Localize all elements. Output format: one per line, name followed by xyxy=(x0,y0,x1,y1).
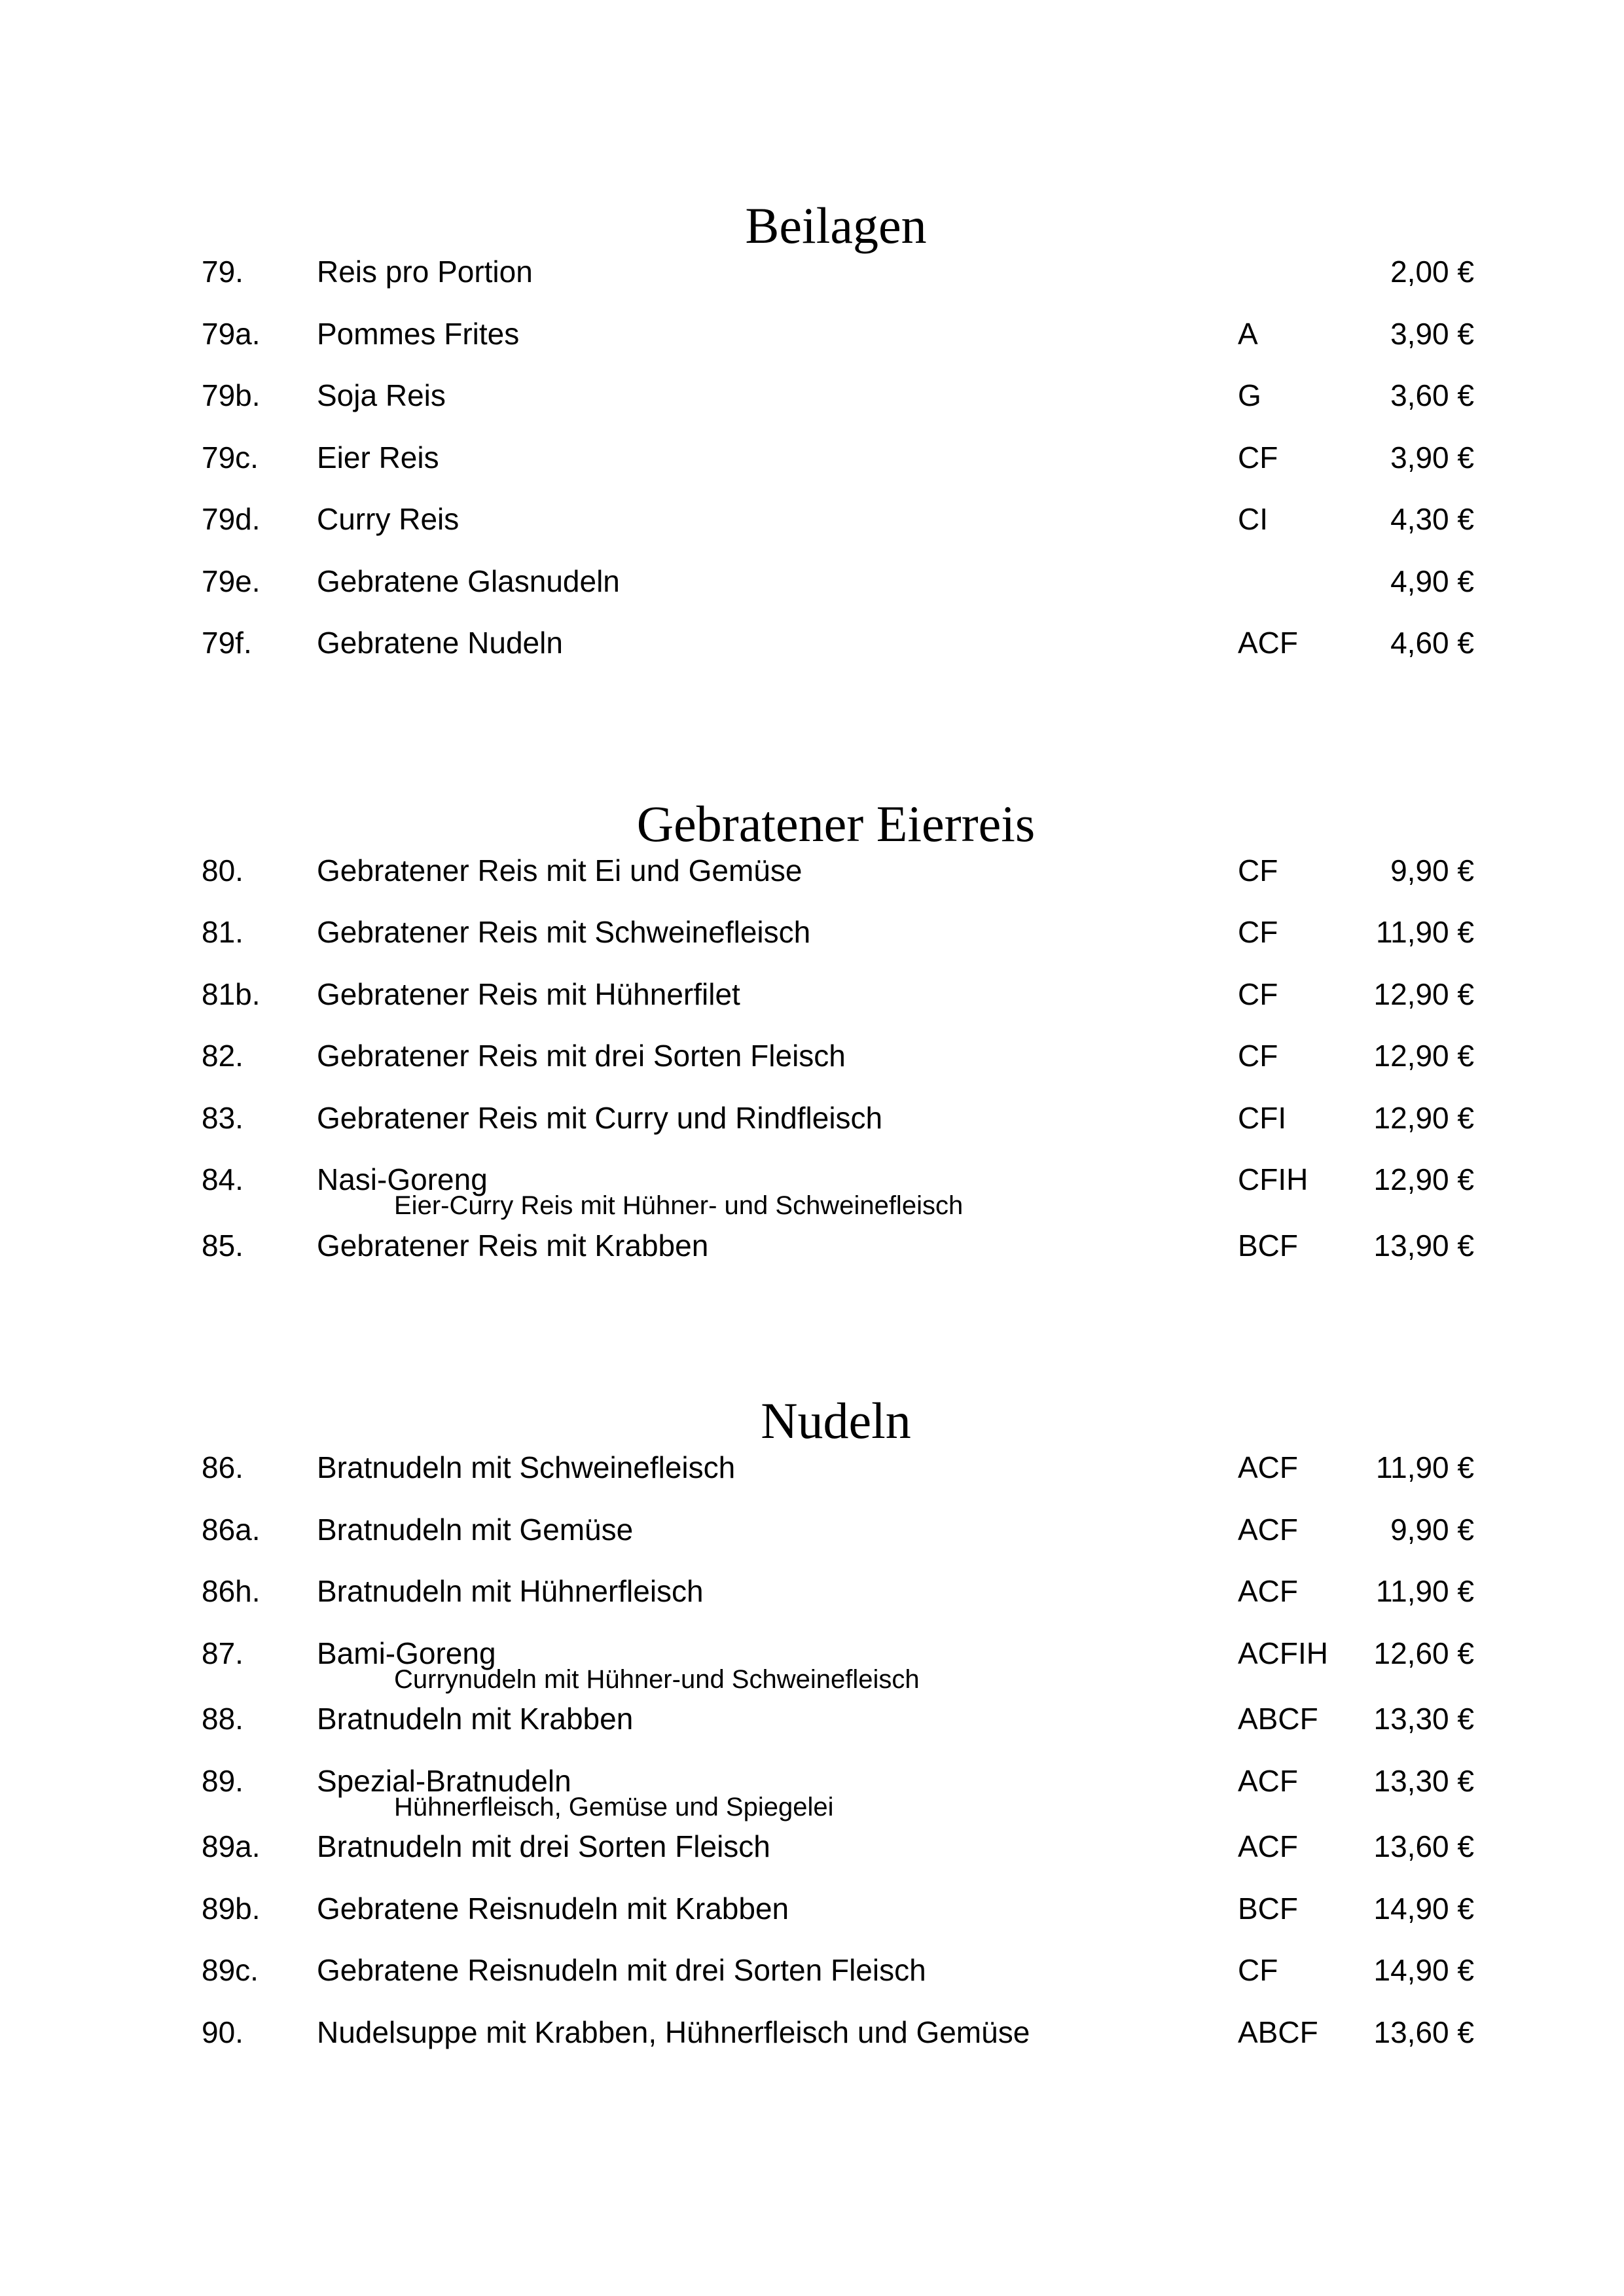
item-price: 13,60 € xyxy=(1373,1829,1474,1863)
item-name: Gebratener Reis mit Schweinefleisch xyxy=(317,915,811,949)
item-allergens: ACF xyxy=(1238,1513,1298,1547)
item-allergens: CFIH xyxy=(1238,1162,1308,1196)
item-name: Bratnudeln mit Krabben xyxy=(317,1702,634,1736)
item-name: Pommes Frites xyxy=(317,317,520,351)
item-number: 89c. xyxy=(202,1953,259,1987)
item-allergens: CF xyxy=(1238,1953,1278,1987)
item-price: 12,90 € xyxy=(1373,1101,1474,1135)
item-price: 4,30 € xyxy=(1390,502,1474,536)
menu-item xyxy=(0,623,1624,662)
item-number: 79d. xyxy=(202,502,261,536)
item-number: 81. xyxy=(202,915,244,949)
item-allergens: CF xyxy=(1238,915,1278,949)
item-name: Nudelsuppe mit Krabben, Hühnerfleisch und Gemüse xyxy=(317,2015,1030,2049)
item-name: Bratnudeln mit Hühnerfleisch xyxy=(317,1574,704,1608)
item-allergens: ACFIH xyxy=(1238,1636,1328,1670)
item-number: 79a. xyxy=(202,317,261,351)
item-number: 90. xyxy=(202,2015,244,2049)
item-name: Gebratener Reis mit drei Sorten Fleisch xyxy=(317,1039,846,1073)
item-name: Gebratener Reis mit Curry und Rindfleisch xyxy=(317,1101,883,1135)
item-price: 9,90 € xyxy=(1390,1513,1474,1547)
item-price: 13,30 € xyxy=(1373,1764,1474,1798)
item-description: Hühnerfleisch, Gemüse und Spiegelei xyxy=(394,1793,834,1821)
item-name: Soja Reis xyxy=(317,378,446,412)
item-allergens: ACF xyxy=(1238,1829,1298,1863)
item-number: 79b. xyxy=(202,378,261,412)
item-name: Gebratener Reis mit Hühnerfilet xyxy=(317,977,740,1011)
item-allergens: ACF xyxy=(1238,1574,1298,1608)
item-price: 11,90 € xyxy=(1375,1450,1474,1484)
item-name: Bratnudeln mit drei Sorten Fleisch xyxy=(317,1829,770,1863)
item-allergens: ACF xyxy=(1238,626,1298,660)
menu-item xyxy=(0,1827,1624,1866)
item-allergens: CFI xyxy=(1238,1101,1287,1135)
item-name: Curry Reis xyxy=(317,502,460,536)
item-number: 80. xyxy=(202,853,244,888)
item-price: 12,60 € xyxy=(1373,1636,1474,1670)
item-allergens: ABCF xyxy=(1238,2015,1318,2049)
item-price: 3,60 € xyxy=(1390,378,1474,412)
item-number: 86h. xyxy=(202,1574,261,1608)
item-name: Bami-Goreng xyxy=(317,1636,496,1670)
item-number: 79e. xyxy=(202,564,261,598)
item-name: Spezial-Bratnudeln xyxy=(317,1764,571,1798)
item-price: 12,90 € xyxy=(1373,1162,1474,1196)
item-allergens: BCF xyxy=(1238,1229,1298,1263)
menu-item xyxy=(0,252,1624,291)
menu-item xyxy=(0,1889,1624,1928)
item-name: Gebratener Reis mit Krabben xyxy=(317,1229,709,1263)
item-price: 13,60 € xyxy=(1373,2015,1474,2049)
menu-item xyxy=(0,1571,1624,1611)
item-price: 14,90 € xyxy=(1373,1892,1474,1926)
item-price: 3,90 € xyxy=(1390,440,1474,475)
menu-item xyxy=(0,314,1624,353)
item-name: Gebratene Nudeln xyxy=(317,626,563,660)
menu-item xyxy=(0,1036,1624,1075)
item-allergens: ACF xyxy=(1238,1450,1298,1484)
menu-item xyxy=(0,1448,1624,1487)
item-number: 89b. xyxy=(202,1892,261,1926)
menu-item xyxy=(0,1098,1624,1138)
item-name: Eier Reis xyxy=(317,440,439,475)
item-price: 4,90 € xyxy=(1390,564,1474,598)
item-number: 88. xyxy=(202,1702,244,1736)
section-title: Nudeln xyxy=(761,1392,911,1449)
item-price: 2,00 € xyxy=(1390,255,1474,289)
item-price: 11,90 € xyxy=(1375,915,1474,949)
item-number: 89a. xyxy=(202,1829,261,1863)
item-number: 83. xyxy=(202,1101,244,1135)
item-price: 13,90 € xyxy=(1373,1229,1474,1263)
menu-item xyxy=(0,1226,1624,1265)
item-name: Bratnudeln mit Gemüse xyxy=(317,1513,634,1547)
item-name: Nasi-Goreng xyxy=(317,1162,488,1196)
section-title: Gebratener Eierreis xyxy=(636,795,1036,852)
item-name: Gebratene Reisnudeln mit drei Sorten Fleisch xyxy=(317,1953,926,1987)
menu-item xyxy=(0,912,1624,952)
menu-item xyxy=(0,851,1624,890)
item-description: Eier-Curry Reis mit Hühner- und Schweinefleisch xyxy=(394,1191,964,1220)
item-allergens: CF xyxy=(1238,1039,1278,1073)
item-number: 86. xyxy=(202,1450,244,1484)
item-price: 4,60 € xyxy=(1390,626,1474,660)
item-allergens: CF xyxy=(1238,977,1278,1011)
item-name: Gebratene Reisnudeln mit Krabben xyxy=(317,1892,789,1926)
item-allergens: ABCF xyxy=(1238,1702,1318,1736)
item-name: Bratnudeln mit Schweinefleisch xyxy=(317,1450,736,1484)
item-price: 14,90 € xyxy=(1373,1953,1474,1987)
item-name: Reis pro Portion xyxy=(317,255,533,289)
item-number: 79f. xyxy=(202,626,252,660)
item-price: 9,90 € xyxy=(1390,853,1474,888)
item-description: Currynudeln mit Hühner-und Schweinefleisch xyxy=(394,1665,920,1694)
menu-item xyxy=(0,1950,1624,1990)
item-number: 86a. xyxy=(202,1513,261,1547)
item-number: 79. xyxy=(202,255,244,289)
item-price: 12,90 € xyxy=(1373,1039,1474,1073)
item-price: 3,90 € xyxy=(1390,317,1474,351)
item-allergens: G xyxy=(1238,378,1261,412)
section-title: Beilagen xyxy=(745,197,927,254)
item-number: 89. xyxy=(202,1764,244,1798)
item-name: Gebratener Reis mit Ei und Gemüse xyxy=(317,853,803,888)
item-number: 87. xyxy=(202,1636,244,1670)
item-allergens: ACF xyxy=(1238,1764,1298,1798)
item-allergens: CI xyxy=(1238,502,1268,536)
menu-item xyxy=(0,1510,1624,1549)
item-number: 82. xyxy=(202,1039,244,1073)
item-allergens: CF xyxy=(1238,440,1278,475)
menu-item xyxy=(0,499,1624,539)
item-allergens: BCF xyxy=(1238,1892,1298,1926)
item-price: 12,90 € xyxy=(1373,977,1474,1011)
menu-item xyxy=(0,562,1624,601)
menu-item xyxy=(0,975,1624,1014)
item-allergens: A xyxy=(1238,317,1258,351)
item-number: 85. xyxy=(202,1229,244,1263)
item-name: Gebratene Glasnudeln xyxy=(317,564,620,598)
item-price: 11,90 € xyxy=(1375,1574,1474,1608)
item-allergens: CF xyxy=(1238,853,1278,888)
item-number: 79c. xyxy=(202,440,259,475)
menu-item xyxy=(0,438,1624,477)
menu-item xyxy=(0,1699,1624,1738)
item-price: 13,30 € xyxy=(1373,1702,1474,1736)
item-number: 84. xyxy=(202,1162,244,1196)
item-number: 81b. xyxy=(202,977,261,1011)
menu-item xyxy=(0,376,1624,415)
menu-item xyxy=(0,2013,1624,2052)
